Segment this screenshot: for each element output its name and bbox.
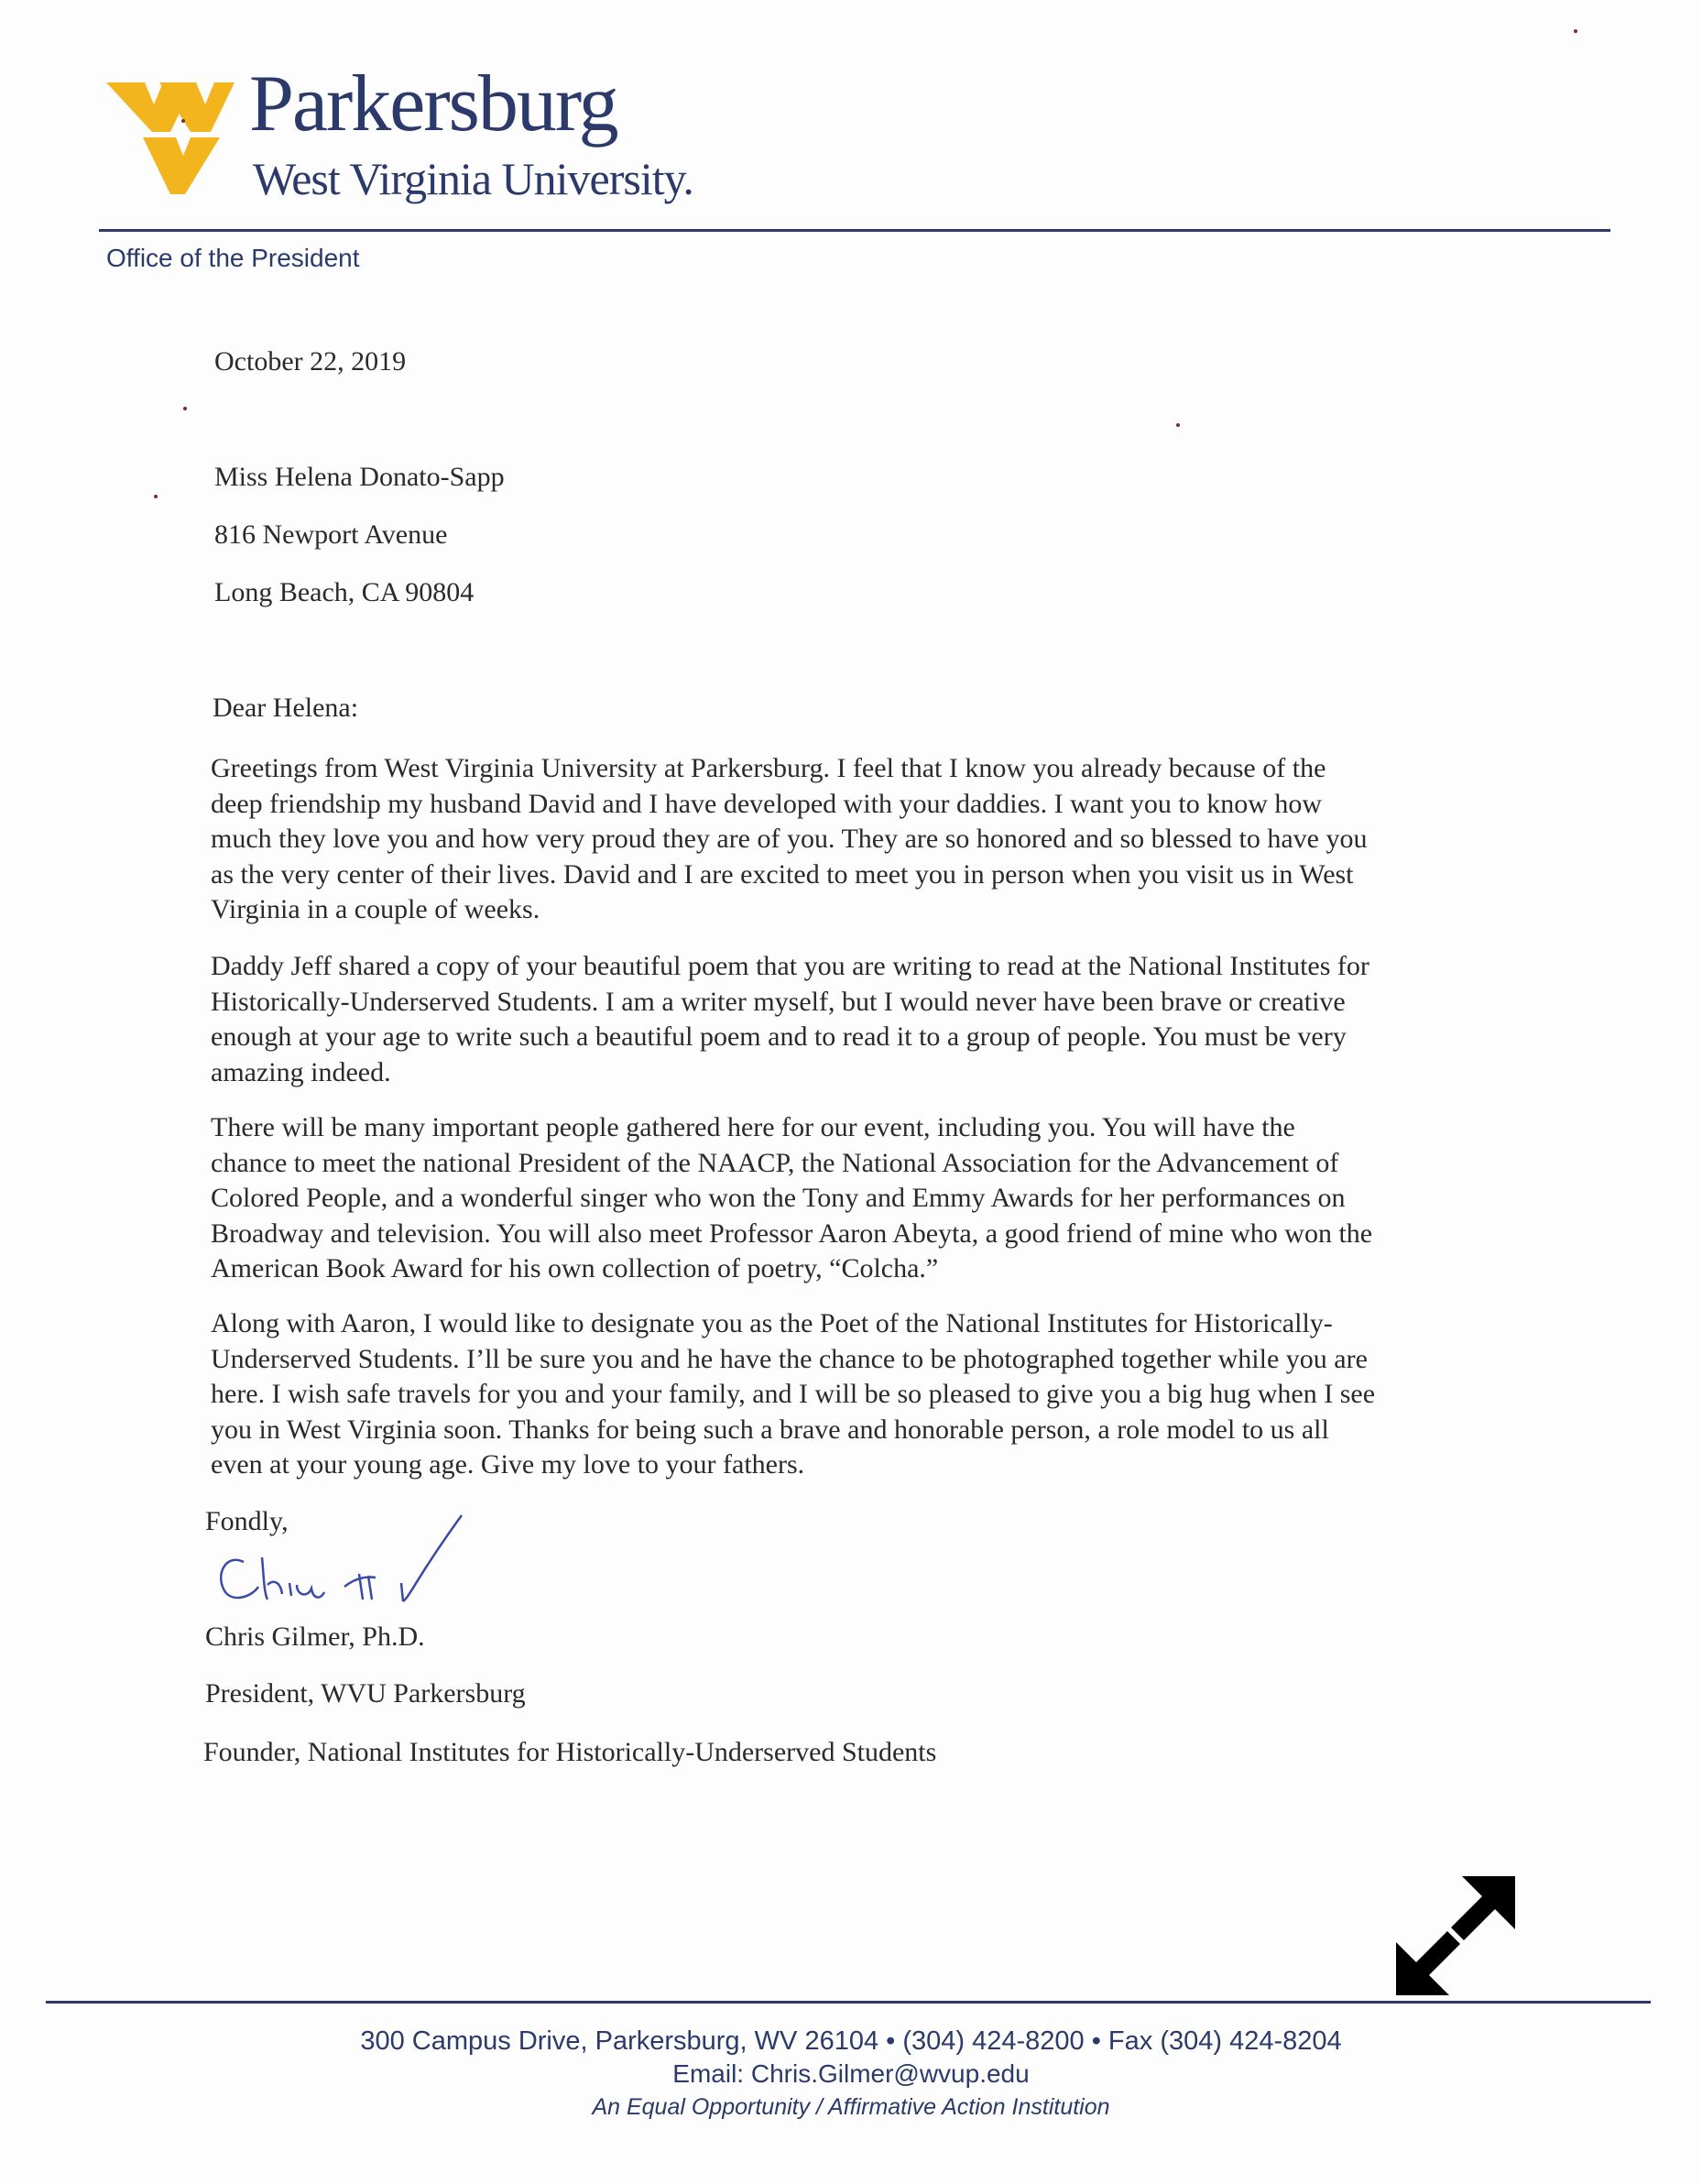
header-divider bbox=[99, 229, 1610, 232]
signer-name: Chris Gilmer, Ph.D. bbox=[205, 1622, 425, 1652]
logo-subtitle: West Virginia University. bbox=[253, 153, 693, 204]
scan-speck bbox=[183, 407, 187, 410]
scan-speck bbox=[1176, 423, 1180, 427]
paragraph-line: as the very center of their lives. David and I are excited to meet you in person when you visit us in West bbox=[211, 858, 1354, 890]
recipient-street: 816 Newport Avenue bbox=[214, 519, 448, 550]
scan-speck bbox=[181, 119, 185, 123]
signer-founder: Founder, National Institutes for Historically-Underserved Students bbox=[203, 1737, 937, 1767]
paragraph-line: Virginia in a couple of weeks. bbox=[211, 894, 540, 924]
paragraph-3 bbox=[211, 1110, 1511, 1287]
paragraph-line: Greetings from West Virginia University at Parkersburg. I feel that I know you already because of the bbox=[211, 753, 1326, 783]
scan-speck bbox=[1574, 29, 1577, 33]
paragraph-line: amazing indeed. bbox=[211, 1056, 391, 1087]
office-label: Office of the President bbox=[106, 244, 360, 272]
paragraph-line: Along with Aaron, I would like to designate you as the Poet of the National Institutes for Historically- bbox=[211, 1308, 1333, 1338]
paragraph-line: even at your young age. Give my love to your fathers. bbox=[211, 1449, 805, 1480]
paragraph-line: There will be many important people gathered here for our event, including you. You will have the bbox=[211, 1112, 1295, 1142]
paragraph-line: deep friendship my husband David and I have developed with your daddies. I want you to know how bbox=[211, 788, 1323, 819]
footer-divider bbox=[46, 2001, 1651, 2004]
paragraph-line: chance to meet the national President of the NAACP, the National Association for the Advancement of bbox=[211, 1147, 1339, 1178]
paragraph-line: enough at your age to write such a beautiful poem and to read it to a group of people. You must be very bbox=[211, 1021, 1347, 1052]
expand-icon[interactable] bbox=[1396, 1876, 1515, 1995]
paragraph-line: Historically-Underserved Students. I am a writer myself, but I would never have been brave or creative bbox=[211, 986, 1346, 1017]
paragraph-4 bbox=[211, 1306, 1511, 1483]
handwritten-signature bbox=[207, 1512, 482, 1612]
recipient-city: Long Beach, CA 90804 bbox=[214, 577, 475, 607]
salutation: Dear Helena: bbox=[213, 693, 359, 723]
logo-name: Parkersburg bbox=[249, 60, 617, 148]
paragraph-1 bbox=[211, 751, 1511, 928]
paragraph-line: you in West Virginia soon. Thanks for being such a brave and honorable person, a role model to us all bbox=[211, 1414, 1329, 1445]
letter-date: October 22, 2019 bbox=[214, 346, 407, 377]
recipient-name: Miss Helena Donato-Sapp bbox=[214, 462, 505, 492]
paragraph-line: American Book Award for his own collection of poetry, “Colcha.” bbox=[211, 1253, 939, 1283]
paragraph-line: much they love you and how very proud they are of you. They are so honored and so blessed to have you bbox=[211, 824, 1368, 854]
paragraph-line: Broadway and television. You will also meet Professor Aaron Abeyta, a good friend of mine who won the bbox=[211, 1218, 1373, 1249]
footer-address: 300 Campus Drive, Parkersburg, WV 26104 • (304) 424-8200 • Fax (304) 424-8204 bbox=[360, 2026, 1342, 2056]
wv-logo-icon bbox=[106, 77, 235, 196]
paragraph-line: Daddy Jeff shared a copy of your beautiful poem that you are writing to read at the National Institutes for bbox=[211, 951, 1369, 981]
closing: Fondly, bbox=[205, 1506, 289, 1536]
signer-title: President, WVU Parkersburg bbox=[205, 1678, 526, 1709]
footer-eeo: An Equal Opportunity / Affirmative Action Institution bbox=[592, 2094, 1110, 2120]
paragraph-2 bbox=[211, 949, 1511, 1090]
scan-speck bbox=[154, 495, 158, 498]
paragraph-line: here. I wish safe travels for you and your family, and I will be so pleased to give you a big hug when I see bbox=[211, 1379, 1376, 1409]
paragraph-line: Underserved Students. I’ll be sure you and he have the chance to be photographed together while you are bbox=[211, 1343, 1368, 1374]
paragraph-line: Colored People, and a wonderful singer who won the Tony and Emmy Awards for her performances on bbox=[211, 1183, 1346, 1213]
footer-email: Email: Chris.Gilmer@wvup.edu bbox=[672, 2059, 1030, 2088]
